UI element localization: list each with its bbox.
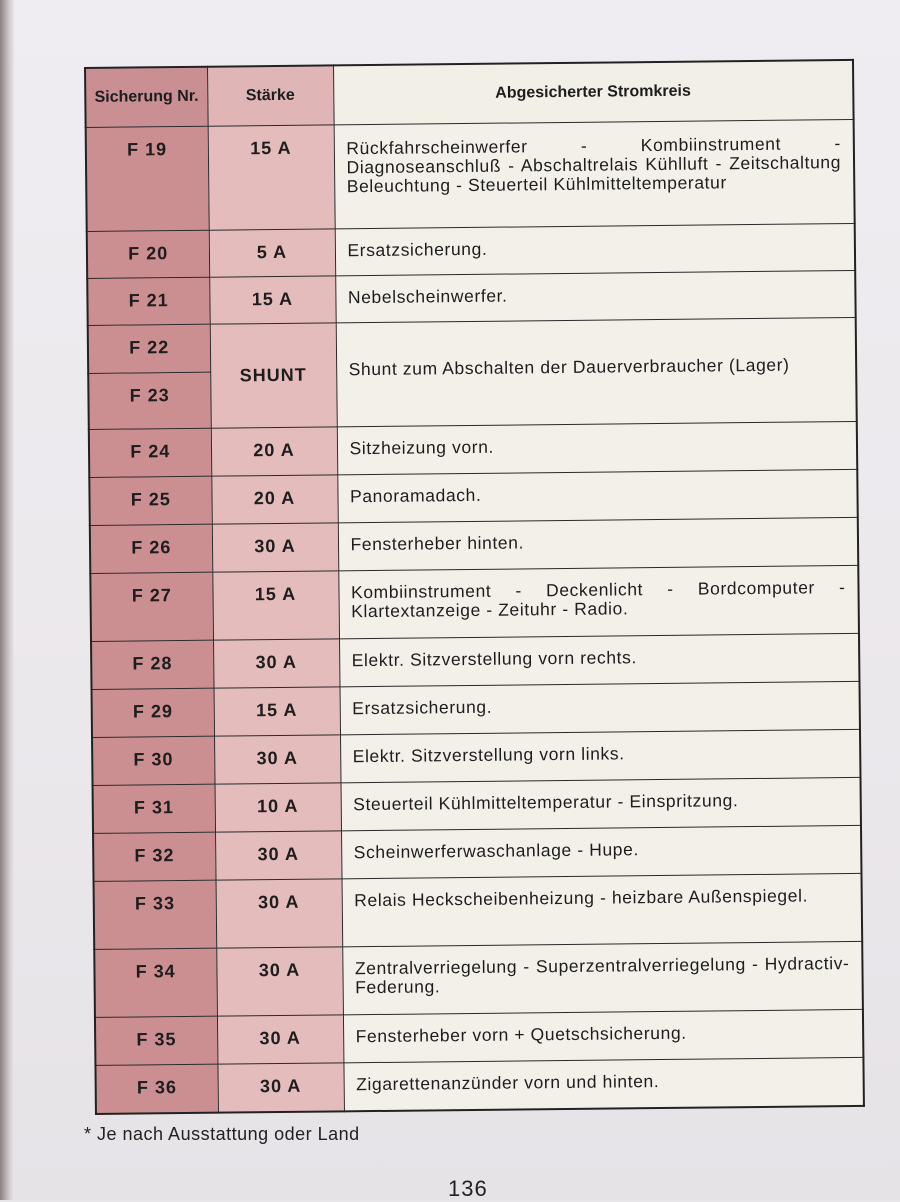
header-fuse-number: Sicherung Nr. [85,67,208,128]
fuse-number: F 20 [87,230,209,278]
fuse-circuit: Zentralverriegelung - Superzentralverriegelung - Hydractiv-Federung. [342,941,863,1014]
fuse-number: F 19 [86,126,209,231]
table-row [93,825,861,881]
table-row [88,317,856,373]
fuse-circuit: Relais Heckscheibenheizung - heizbare Außenspiegel. [342,873,863,946]
fuse-circuit: Panoramadach. [337,469,857,522]
fuse-number: F 27 [90,572,213,641]
fuse-circuit: Ersatzsicherung. [335,223,855,275]
footnote: * Je nach Ausstattung oder Land [84,1124,360,1144]
table-row [89,469,857,525]
fuse-number: F 25 [89,476,211,525]
fuse-number: F 28 [91,640,213,689]
fuse-circuit: Scheinwerferwaschanlage - Hupe. [341,825,861,878]
fuse-amperage: 10 A [215,783,341,832]
fuse-amperage: 5 A [209,229,335,277]
table-row [89,421,857,477]
table-row [87,270,855,325]
fuse-number: F 34 [94,948,217,1017]
fuse-circuit: Steuerteil Kühlmitteltemperatur - Einspritzung. [341,777,861,830]
fuse-circuit: Fensterheber vorn + Quetschsicherung. [343,1009,863,1062]
fuse-circuit: Kombiinstrument - Deckenlicht - Bordcomputer - Klartextanzeige - Zeituhr - Radio. [338,565,859,638]
fuse-amperage: 15 A [209,276,335,324]
fuse-amperage: 30 A [217,1015,343,1064]
table-row [94,941,863,1017]
fuse-amperage: 15 A [212,571,339,640]
fuse-circuit: Elektr. Sitzverstellung vorn rechts. [339,633,859,686]
fuse-number: F 33 [94,880,217,949]
fuse-number: F 35 [95,1016,217,1065]
fuse-circuit: Rückfahrscheinwerfer - Kombiinstrument - Diagnoseanschluß - Abschaltrelais Kühlluft - Zeitschaltung Beleuchtung - Steuerteil Kühlmitteltemperatur [334,119,855,228]
table-row [90,565,859,641]
fuse-amperage: 30 A [212,523,338,572]
header-circuit: Abgesicherter Stromkreis [333,60,854,125]
table-row [94,873,863,949]
table-row [87,223,855,278]
table-header-row [85,60,854,128]
fuse-amperage: 15 A [208,125,335,230]
fuse-amperage: 30 A [217,1063,343,1112]
fuse-number: F 23 [88,372,211,429]
fuse-number: F 31 [93,784,215,833]
fuse-amperage: 30 A [214,735,340,784]
table-row [90,517,858,573]
fuse-circuit: Fensterheber hinten. [338,517,858,570]
fuse-circuit: Elektr. Sitzverstellung vorn links. [340,729,860,782]
table-row [86,119,855,231]
fuse-number: F 29 [92,688,214,737]
fuse-amperage: 20 A [211,475,337,524]
fuse-amperage: 30 A [215,831,341,880]
fuse-amperage: 20 A [211,427,337,476]
fuse-amperage: 30 A [213,639,339,688]
fuse-table [84,59,865,1115]
table-row [91,633,859,689]
page-number: 136 [448,1176,488,1201]
fuse-number: F 21 [87,277,209,325]
table-row [92,681,860,737]
table-row [93,777,861,833]
table-row [95,1057,863,1113]
fuse-number: F 22 [88,324,210,373]
header-amperage: Stärke [207,65,334,126]
fuse-circuit: Ersatzsicherung. [340,681,860,734]
fuse-circuit: Nebelscheinwerfer. [335,270,855,322]
fuse-number: F 30 [92,736,214,785]
fuse-circuit: Zigarettenanzünder vorn und hinten. [343,1057,863,1110]
fuse-amperage: 15 A [214,687,340,736]
fuse-number: F 24 [89,428,211,477]
fuse-amperage: 30 A [216,947,343,1016]
fuse-number: F 26 [90,524,212,573]
fuse-circuit: Shunt zum Abschalten der Dauerverbraucher (Lager) [336,317,857,426]
fuse-circuit: Sitzheizung vorn. [337,421,857,474]
table-row [92,729,860,785]
fuse-number: F 36 [95,1064,217,1113]
table-row [95,1009,863,1065]
fuse-amperage: 30 A [216,879,343,948]
fuse-amperage: SHUNT [210,323,337,428]
fuse-number: F 32 [93,832,215,881]
book-spine-shadow [0,0,14,1200]
